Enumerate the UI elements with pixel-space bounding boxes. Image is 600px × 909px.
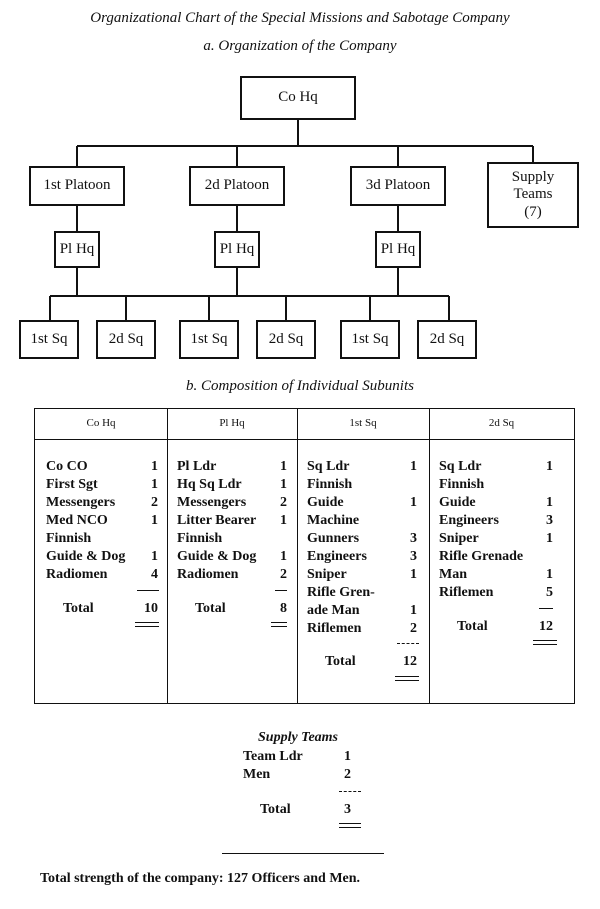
- column-head: 1st Sq: [349, 417, 377, 429]
- table-row-label: Rifle Grenade: [439, 549, 524, 564]
- table-row-label: Gunners: [307, 531, 360, 546]
- table-row-label: Engineers: [439, 513, 499, 528]
- footer-total-strength: Total strength of the company: 127 Officers and Men.: [40, 871, 361, 886]
- table-row-label: Guide: [307, 495, 344, 510]
- squad-3-1-box: 1st Sq: [340, 320, 400, 359]
- table-row-label: Finnish: [177, 531, 223, 546]
- table-row-label: Engineers: [307, 549, 367, 564]
- table-column-1st-sq: [297, 409, 429, 703]
- platoon-3-box: 3d Platoon: [350, 166, 446, 206]
- table-row-value: 1: [151, 477, 158, 492]
- table-column-co-hq: [35, 409, 167, 703]
- total-label: Total: [63, 601, 94, 616]
- table-row-label: Messengers: [46, 495, 116, 510]
- supply-row-value: 2: [344, 767, 351, 782]
- supply-teams-box: [487, 162, 579, 228]
- table-row-label: Radiomen: [46, 567, 108, 582]
- total-label: Total: [325, 654, 356, 669]
- supply-box-line1: Supply: [511, 169, 555, 186]
- platoon-2-box: 2d Platoon: [189, 166, 285, 206]
- subtitle-composition: b. Composition of Individual Subunits: [186, 378, 414, 394]
- supply-teams-title: Supply Teams: [258, 730, 338, 745]
- supply-box-line2: Teams: [513, 186, 553, 203]
- squad-1-1-box: 1st Sq: [19, 320, 79, 359]
- table-row-value: 1: [151, 513, 158, 528]
- table-row-value: 2: [280, 567, 287, 582]
- pl-hq-box-2: Pl Hq: [214, 231, 260, 268]
- table-row-label: Sq Ldr: [307, 459, 350, 474]
- total-label: Total: [195, 601, 226, 616]
- supply-row-label: Team Ldr: [243, 749, 303, 764]
- total-label: Total: [457, 619, 488, 634]
- squad-3-2-box: 2d Sq: [417, 320, 477, 359]
- squad-2-2-box: 2d Sq: [256, 320, 316, 359]
- column-head: Pl Hq: [219, 417, 245, 429]
- table-row-label: Messengers: [177, 495, 247, 510]
- double-rule: [135, 622, 159, 627]
- table-row-label: Hq Sq Ldr: [177, 477, 242, 492]
- table-row-label: First Sgt: [46, 477, 98, 492]
- table-row-value: 1: [410, 567, 417, 582]
- table-row-value: 5: [546, 585, 553, 600]
- table-row-value: 1: [280, 513, 287, 528]
- table-column-2d-sq: [429, 409, 574, 703]
- table-row-label: Finnish: [307, 477, 353, 492]
- total-value: 10: [144, 601, 158, 616]
- table-row-label: Sq Ldr: [439, 459, 482, 474]
- table-row-value: 1: [546, 495, 553, 510]
- table-row-value: 1: [410, 603, 417, 618]
- supply-total-label: Total: [260, 802, 291, 817]
- table-row-value: 1: [280, 459, 287, 474]
- table-row-value: 1: [280, 549, 287, 564]
- sum-rule: [397, 643, 419, 644]
- table-row-value: 3: [410, 531, 417, 546]
- table-row-value: 1: [410, 459, 417, 474]
- table-row-label: Finnish: [439, 477, 485, 492]
- supply-total-value: 3: [344, 802, 351, 817]
- total-value: 12: [403, 654, 417, 669]
- table-row-label: Finnish: [46, 531, 92, 546]
- table-row-value: 1: [546, 531, 553, 546]
- table-row-label: Sniper: [439, 531, 479, 546]
- table-row-value: 3: [546, 513, 553, 528]
- table-row-label: ade Man: [307, 603, 360, 618]
- chart-title: Organizational Chart of the Special Missions and Sabotage Company: [90, 10, 510, 26]
- table-row-value: 2: [151, 495, 158, 510]
- footer-separator: [222, 853, 384, 854]
- table-row-label: Radiomen: [177, 567, 239, 582]
- table-row-label: Med NCO: [46, 513, 108, 528]
- squad-2-1-box: 1st Sq: [179, 320, 239, 359]
- table-row-value: 2: [410, 621, 417, 636]
- pl-hq-box-3: Pl Hq: [375, 231, 421, 268]
- sum-rule: [539, 608, 553, 609]
- double-rule: [271, 622, 287, 627]
- subtitle-organization: a. Organization of the Company: [203, 38, 397, 54]
- pl-hq-box-1: Pl Hq: [54, 231, 100, 268]
- double-rule: [533, 640, 557, 645]
- table-row-value: 4: [151, 567, 158, 582]
- table-row-label: Pl Ldr: [177, 459, 217, 474]
- table-row-value: 1: [151, 549, 158, 564]
- supply-double-rule: [339, 823, 361, 828]
- table-row-label: Machine: [307, 513, 360, 528]
- supply-row-value: 1: [344, 749, 351, 764]
- co-hq-box: Co Hq: [240, 76, 356, 120]
- table-row-value: 2: [280, 495, 287, 510]
- table-row-label: Guide & Dog: [46, 549, 126, 564]
- table-row-value: 1: [546, 567, 553, 582]
- table-row-label: Man: [439, 567, 467, 582]
- column-head: 2d Sq: [488, 417, 515, 429]
- table-row-label: Guide: [439, 495, 476, 510]
- supply-row-label: Men: [243, 767, 271, 782]
- squad-1-2-box: 2d Sq: [96, 320, 156, 359]
- table-row-value: 1: [151, 459, 158, 474]
- table-row-value: 1: [410, 495, 417, 510]
- table-row-label: Litter Bearer: [177, 513, 257, 528]
- sum-rule: [137, 590, 159, 591]
- total-value: 8: [280, 601, 287, 616]
- table-row-label: Co CO: [46, 459, 88, 474]
- supply-sum-rule: [339, 791, 361, 792]
- sum-rule: [275, 590, 287, 591]
- platoon-1-box: 1st Platoon: [29, 166, 125, 206]
- table-column-pl-hq: [167, 409, 297, 703]
- table-row-label: Rifle Gren-: [307, 585, 375, 600]
- table-row-label: Riflemen: [439, 585, 494, 600]
- table-row-label: Sniper: [307, 567, 347, 582]
- table-row-label: Guide & Dog: [177, 549, 257, 564]
- column-head: Co Hq: [86, 417, 116, 429]
- table-row-value: 3: [410, 549, 417, 564]
- double-rule: [395, 676, 419, 681]
- table-row-value: 1: [546, 459, 553, 474]
- table-row-label: Riflemen: [307, 621, 362, 636]
- composition-table: [34, 408, 575, 704]
- table-row-value: 1: [280, 477, 287, 492]
- supply-box-line3: (7): [524, 203, 542, 220]
- total-value: 12: [539, 619, 553, 634]
